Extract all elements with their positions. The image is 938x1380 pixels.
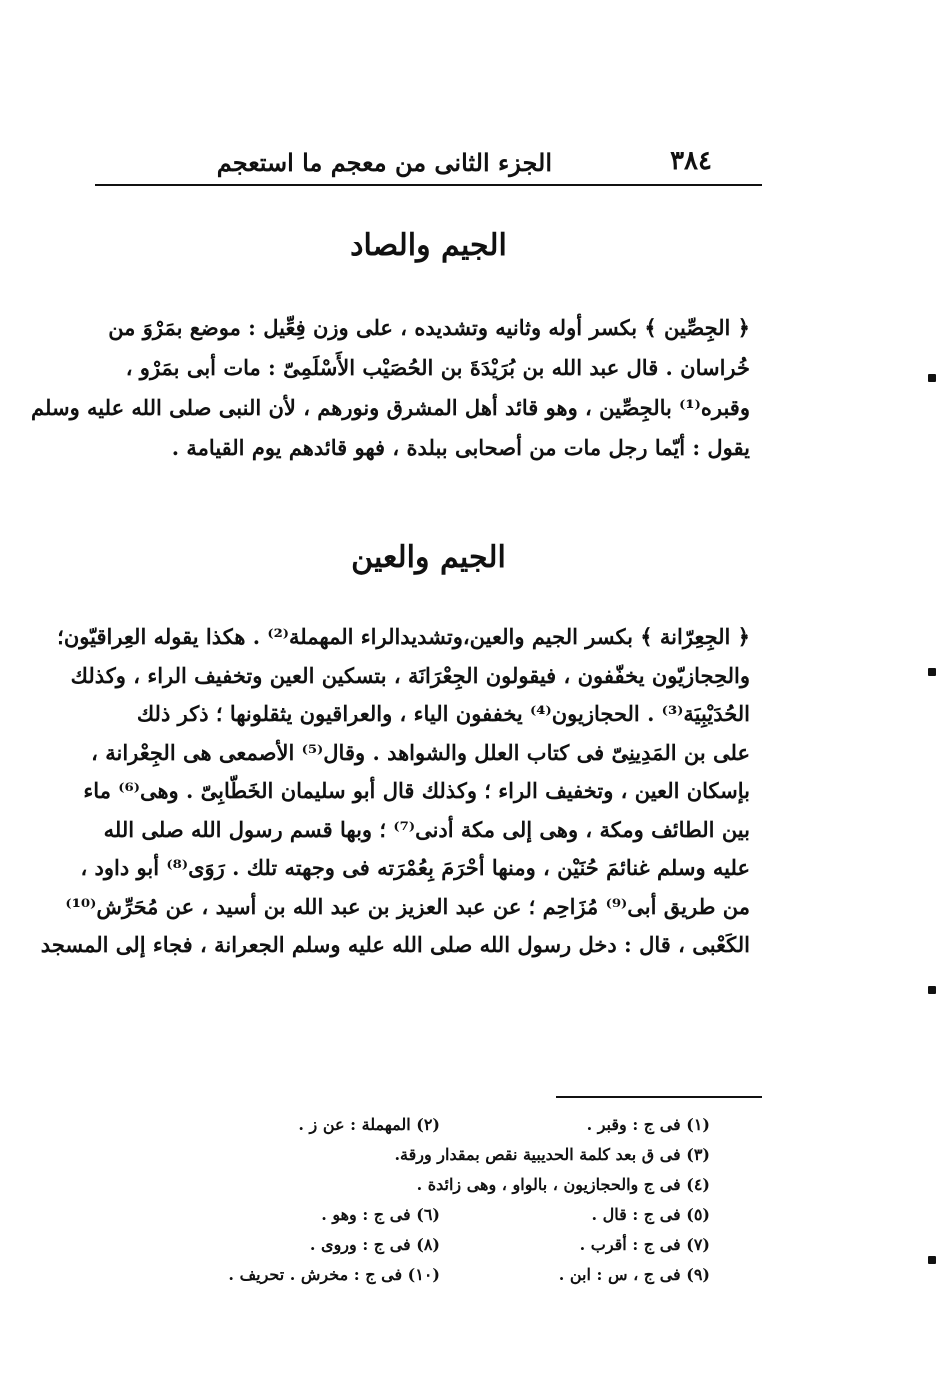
footnote: (٦) فى ج : وهو . bbox=[321, 1205, 440, 1224]
footnote-row bbox=[150, 1200, 710, 1230]
footnote: (١٠) فى ج : مخرش . تحريف . bbox=[228, 1265, 440, 1284]
text-line: بإسكان العين ، وتخفيف الراء ؛ وكذلك قال أبو سليمان الخَطّابِىّ . وهى⁽⁶⁾ ماء bbox=[83, 778, 750, 803]
text-line: والحِجازيّون يخفّفون ، فيقولون الجِعْرَانَة ، بتسكين العين وتخفيف الراء ، وكذلك bbox=[70, 662, 750, 688]
footnote: (٥) فى ج : قال . bbox=[591, 1205, 710, 1224]
section-heading-jim-sad: الجيم والصاد bbox=[350, 228, 507, 263]
footnote: (٢) المهملة : عن ز . bbox=[298, 1115, 440, 1134]
text-line: على بن المَدِينِىّ فى كتاب العلل والشواهد . وقال⁽⁵⁾ الأصمعى هى الجِعْرانة ، bbox=[91, 739, 750, 765]
footnote-row bbox=[150, 1110, 710, 1140]
entry-jiirrana bbox=[40, 618, 750, 965]
text-line: خُراسان . قال عبد الله بن بُرَيْدَةَ بن الحُصَيْب الأَسْلَمِىّ : مات أبى بمَرْو ، bbox=[125, 355, 750, 380]
page-number: ٣٨٤ bbox=[670, 146, 712, 176]
scan-edge-mark bbox=[928, 986, 936, 994]
footnote-row bbox=[150, 1260, 710, 1290]
footnote: (٩) فى ج ، س : ابن . bbox=[558, 1265, 710, 1284]
scan-edge-mark bbox=[928, 668, 936, 676]
footnote-row bbox=[150, 1230, 710, 1260]
footnote-row bbox=[150, 1170, 710, 1200]
footnote: (٨) فى ج : وروى . bbox=[309, 1235, 440, 1254]
footnote: (١) فى ج : وقبر . bbox=[586, 1115, 710, 1134]
footnote: (٣) فى ق بعد كلمة الحديبية نقص بمقدار ورقة. bbox=[394, 1145, 710, 1164]
entry-jissin bbox=[31, 308, 750, 468]
footnote-row bbox=[150, 1140, 710, 1170]
text-line: الكَعْبى ، قال : دخل رسول الله صلى الله عليه وسلم الجعرانة ، فجاء إلى المسجد bbox=[40, 932, 750, 957]
footnote: (٤) فى ج والحجازيون ، بالواو ، وهى زائدة . bbox=[416, 1175, 710, 1194]
text-line: عليه وسلم غنائمَ حُنَيْن ، ومنها أحْرَمَ بِعُمْرَته فى وجهته تلك . رَوَى⁽⁸⁾ أبو داود ، bbox=[80, 855, 750, 880]
page-header bbox=[95, 140, 762, 186]
text-line: بين الطائف ومكة ، وهى إلى مكة أدنى⁽⁷⁾ ؛ وبها قسم رسول الله صلى الله bbox=[103, 816, 750, 842]
section-heading-jim-ayn: الجيم والعين bbox=[351, 540, 506, 575]
text-line: وقبره⁽¹⁾ بالجِصِّين ، وهو قائد أهل المشرق ونورهم ، لأن النبى صلى الله عليه وسلم bbox=[31, 395, 750, 420]
running-title: الجزء الثانى من معجم ما استعجم bbox=[216, 148, 552, 177]
footnote-divider bbox=[556, 1096, 762, 1098]
scan-edge-mark bbox=[928, 1256, 936, 1264]
text-line: يقول : أيّما رجل مات من أصحابى ببلدة ، فهو قائدهم يوم القيامة . bbox=[171, 435, 750, 460]
text-line: ﴿ الجِصِّين ﴾ بكسر أوله وثانيه وتشديده ، على وزن فِعِّيل : موضع بمَرْوَ من bbox=[108, 315, 750, 340]
text-line: من طريق أبى⁽⁹⁾ مُزَاحِم ؛ عن عبد العزيز بن عبد الله بن أسيد ، عن مُحَرِّش⁽¹⁰⁾ bbox=[65, 893, 750, 919]
text-line: الحُدَيْبِيَة⁽³⁾ . الحجازيون⁽⁴⁾ يخففون الياء ، والعراقيون يثقلونها ؛ ذكر ذلك bbox=[136, 701, 750, 726]
footnote: (٧) فى ج : أقرب . bbox=[579, 1235, 710, 1254]
footnotes bbox=[150, 1110, 710, 1290]
scan-edge-mark bbox=[928, 374, 936, 382]
text-line: ﴿ الجِعِرّانة ﴾ بكسر الجيم والعين،وتشديدالراء المهملة⁽²⁾ . هكذا يقوله العِراقيّون؛ bbox=[57, 624, 750, 649]
